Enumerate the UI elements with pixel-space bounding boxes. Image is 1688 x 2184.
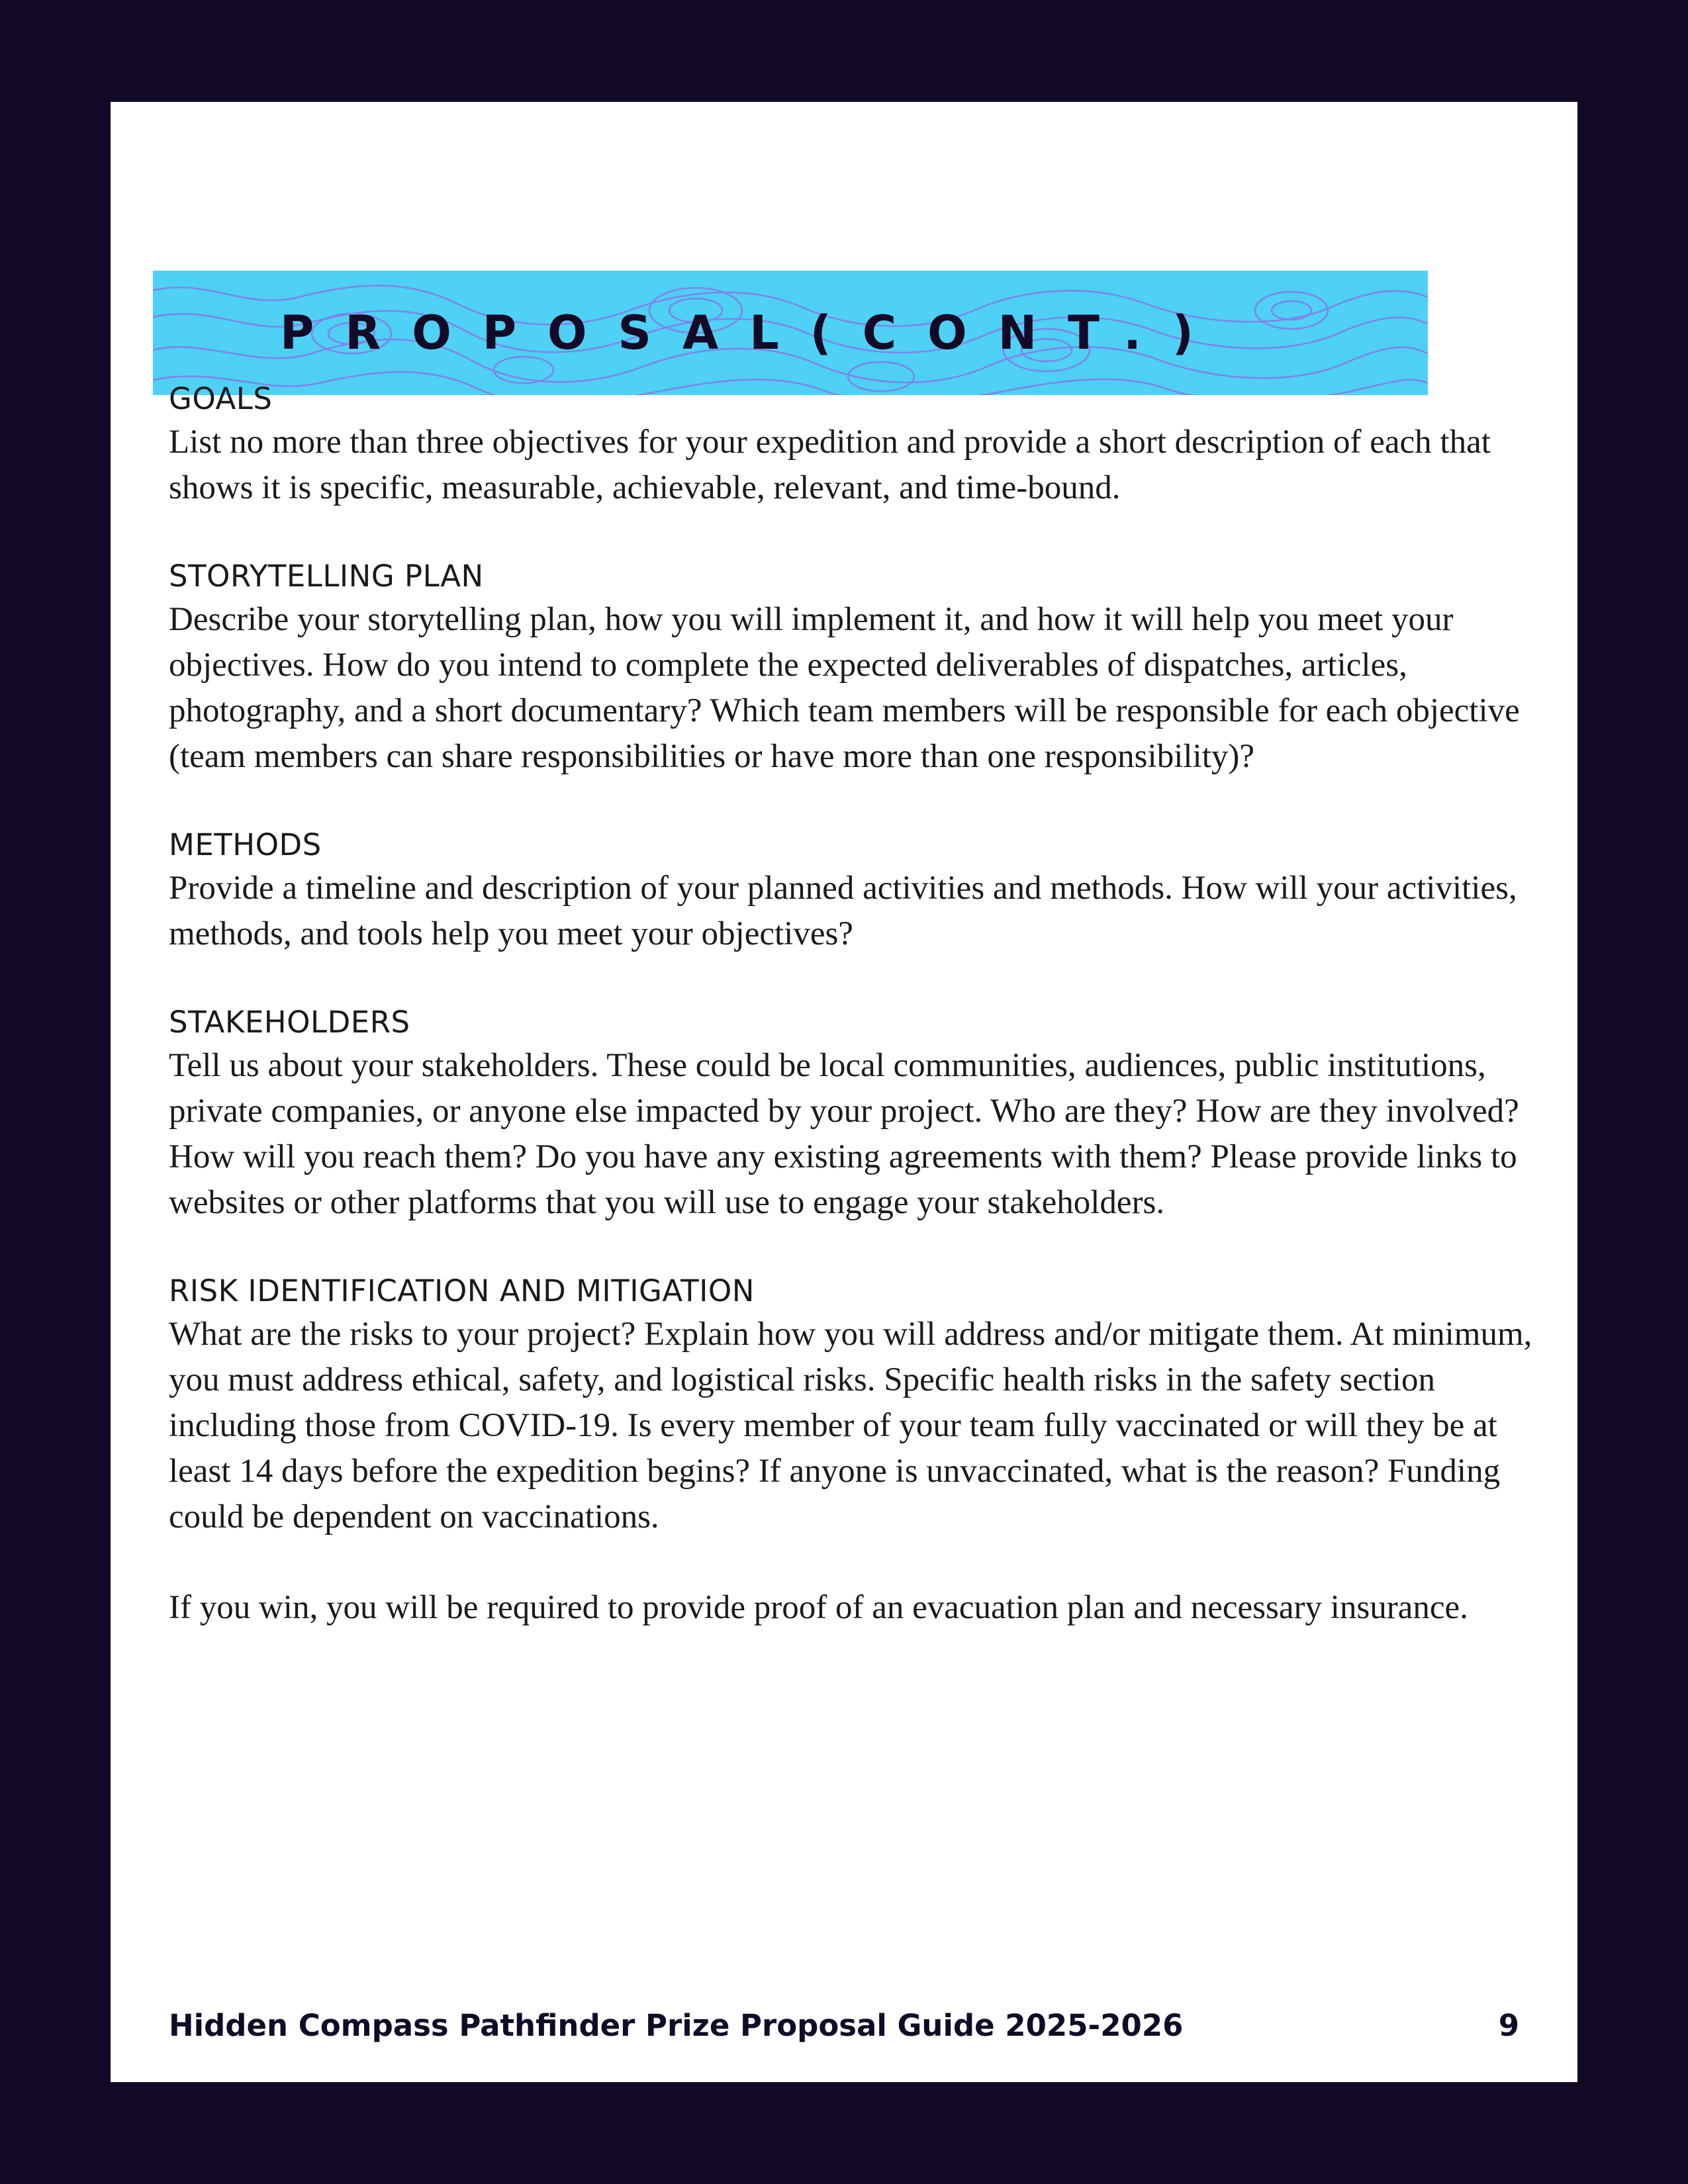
closing-statement: If you win, you will be required to provide proof of an evacuation plan and necessary insurance. [169,1589,1468,1626]
section-storytelling-plan [169,556,1532,780]
section-body: Provide a timeline and description of your planned activities and methods. How will your activities, methods, and tools help you meet your objectives? [169,870,1517,952]
section-heading: METHODS [169,827,322,862]
section-methods [169,825,1532,957]
section-goals [169,379,1532,511]
content-area [169,379,1532,1631]
footer-title: Hidden Compass Pathfinder Prize Proposal Guide 2025-2026 [169,2008,1184,2043]
section-stakeholders [169,1002,1532,1226]
section-body: Describe your storytelling plan, how you will implement it, and how it will help you meet your objectives. How do you intend to complete the expected deliverables of dispatches, articles, photography, and a short documentary? Which team members will be responsible for each objective (team members can share responsibilities or have more than one responsibility)? [169,601,1520,775]
section-risk-identification [169,1271,1532,1540]
section-body: Tell us about your stakeholders. These could be local communities, audiences, public institutions, private companies, or anyone else impacted by your project. Who are they? How are they involved? How will you reach them? Do you have any existing agreements with them? Please provide links to websites or other platforms that you will use to engage your stakeholders. [169,1047,1519,1221]
section-body: What are the risks to your project? Explain how you will address and/or mitigate them. At minimum, you must address ethical, safety, and logistical risks. Specific health risks in the safety section including those from COVID-19. Is every member of your team fully vaccinated or will they be at least 14 days before the expedition begins? If anyone is unvaccinated, what is the reason? Funding could be dependent on vaccinations. [169,1316,1532,1535]
section-heading: STAKEHOLDERS [169,1005,410,1040]
document-page [111,102,1577,2082]
section-body: List no more than three objectives for your expedition and provide a short description of each that shows it is specific, measurable, achievable, relevant, and time-bound. [169,424,1491,506]
section-heading: GOALS [169,381,273,416]
page-title: PROPOSAL(CONT.) [280,306,1225,360]
page-number: 9 [1498,2008,1519,2043]
title-banner [153,271,1428,395]
section-heading: STORYTELLING PLAN [169,559,484,594]
section-heading: RISK IDENTIFICATION AND MITIGATION [169,1273,755,1308]
